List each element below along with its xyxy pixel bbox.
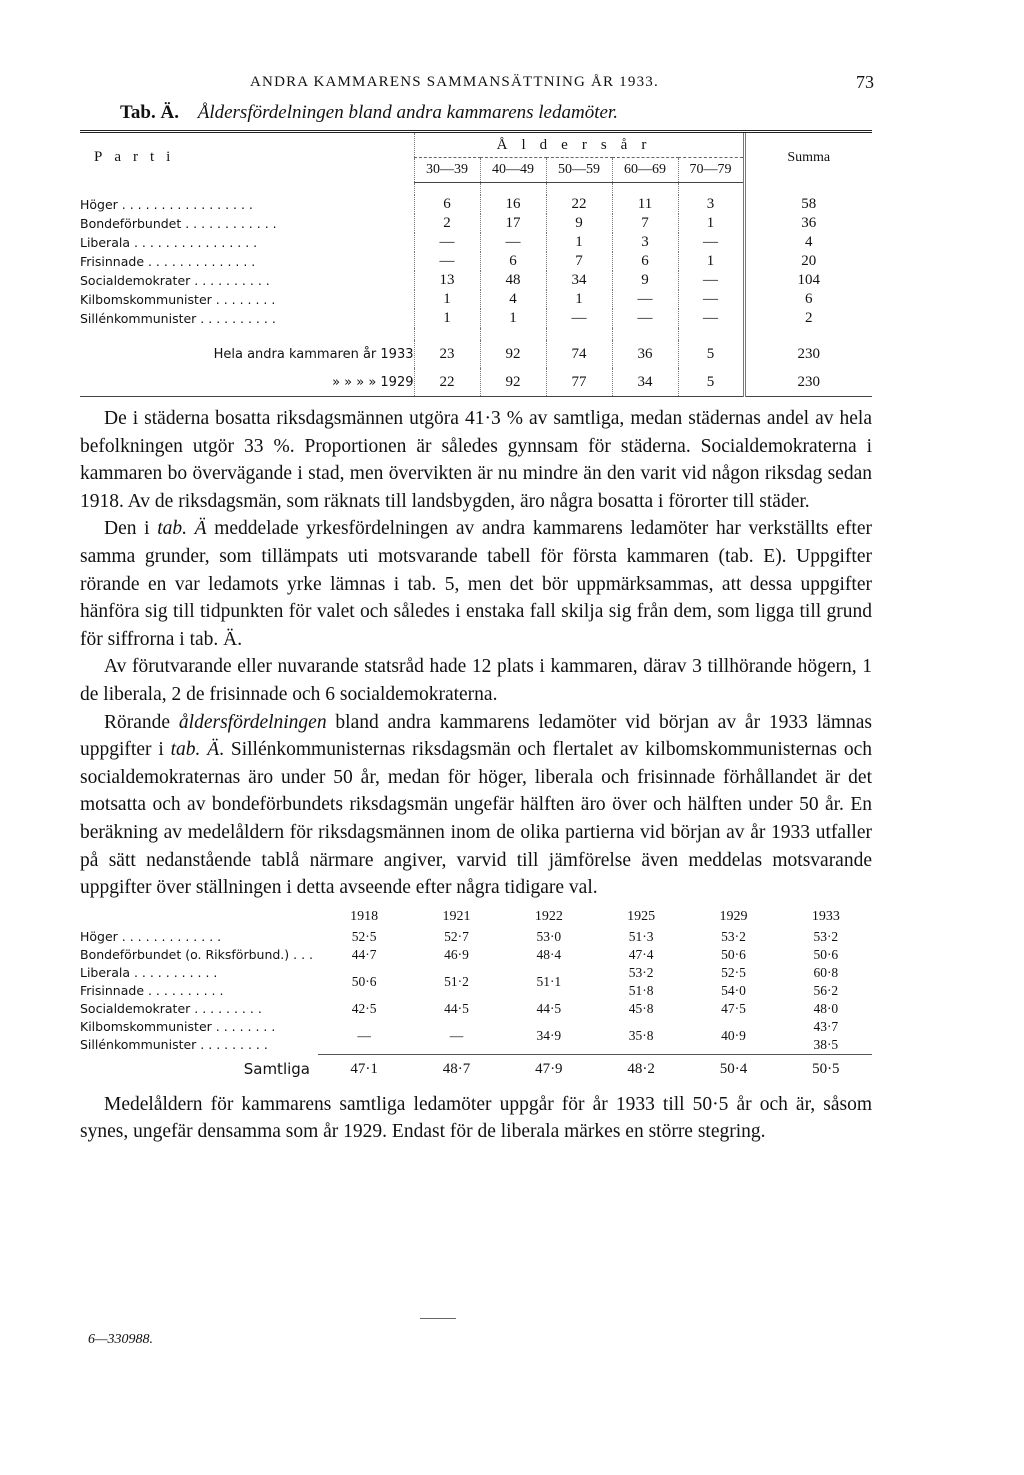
header-summa: Summa [744, 133, 872, 183]
cell: 3 [612, 233, 678, 252]
cell: 16 [480, 195, 546, 214]
combined-cell: 51·1 [536, 973, 562, 989]
combined-cell: 34·9 [536, 1027, 562, 1043]
cell: 50·5 [780, 1054, 872, 1085]
text-run: bland andra kammarens ledamöter vid början av år 1933 lämnas uppgifter i [80, 711, 872, 761]
table-row [80, 1018, 872, 1036]
cell: 48·0 [813, 1000, 839, 1016]
party-name: Höger . . . . . . . . . . . . . . . . . [80, 197, 253, 212]
table-title: Åldersfördelningen bland andra kammarens ledamöter. [197, 102, 618, 123]
age-group-header: 70—79 [678, 158, 744, 183]
cell: 34 [546, 271, 612, 290]
summa-cell: 104 [744, 271, 872, 290]
cell: 53·2 [721, 928, 746, 944]
cell: 1 [546, 233, 612, 252]
cell: 48·7 [410, 1054, 502, 1085]
cell: 77 [546, 368, 612, 397]
cell: 6 [414, 195, 480, 214]
paragraph-4 [80, 709, 872, 902]
cell: 17 [480, 214, 546, 233]
cell: 9 [612, 271, 678, 290]
cell: — [612, 309, 678, 328]
table-row [80, 309, 872, 328]
cell: — [414, 252, 480, 271]
table-row [80, 290, 872, 309]
samtliga-row [80, 1054, 872, 1085]
row-label: Liberala . . . . . . . . . . . [80, 965, 218, 981]
page-number: 73 [856, 72, 874, 92]
cell: 1 [480, 309, 546, 328]
table-row [80, 195, 872, 214]
header-parti: Parti [94, 149, 183, 166]
row-label: Samtliga [243, 1060, 310, 1079]
table-row [80, 964, 872, 982]
cell: 9 [546, 214, 612, 233]
cell: 53·0 [536, 928, 562, 944]
row-label: Bondeförbundet (o. Riksförbund.) . . . [80, 947, 313, 963]
text-run: Den i [104, 518, 158, 540]
summa-cell: 58 [744, 195, 872, 214]
cell: 50·6 [813, 946, 839, 962]
cell: 3 [678, 195, 744, 214]
age-distribution-table [80, 133, 872, 397]
text-run-italic: åldersfördelningen [178, 711, 327, 733]
cell: 38·5 [813, 1036, 839, 1052]
cell: 42·5 [351, 1000, 377, 1016]
print-number: 6—330988. [88, 1332, 153, 1347]
cell: 50·4 [687, 1054, 779, 1085]
cell: 48·4 [536, 946, 562, 962]
text-run: meddelade yrkesfördelningen av andra kammarens ledamöter har verkställts efter samma grunder, som tillämpats uti motsvarande tabell för första kammaren (tab. E). Uppgifter rörande en var ledamots yrke lämnas i tab. 5, men det bör uppmärksammas, att dessa uppgifter hänföra sig till tidpunkten för valet och således i enstaka fall skilja sig från dem, som ligga till grund för siffrorna i tab. Ä. [80, 518, 872, 650]
table-caption [80, 102, 872, 124]
total-row-1933 [80, 340, 872, 368]
cell: 1 [678, 214, 744, 233]
cell: 6 [480, 252, 546, 271]
cell: 92 [480, 340, 546, 368]
table-row [80, 271, 872, 290]
text-run: Rörande [104, 711, 179, 733]
cell: — [612, 290, 678, 309]
paragraph-3: Av förutvarande eller nuvarande statsråd hade 12 plats i kammaren, därav 3 tillhörande högern, 1 de liberala, 2 de frisinnade och 6 socialdemokraterna. [80, 656, 872, 705]
cell: 11 [612, 195, 678, 214]
summa-cell: 2 [744, 309, 872, 328]
cell: 56·2 [813, 982, 839, 998]
cell: 36 [612, 340, 678, 368]
cell: — [546, 309, 612, 328]
table-row [80, 946, 872, 964]
party-name: Bondeförbundet . . . . . . . . . . . . [80, 216, 277, 231]
cell: 7 [546, 252, 612, 271]
year-header: 1925 [627, 908, 656, 924]
table-row [80, 928, 872, 946]
cell: 52·5 [351, 928, 377, 944]
table-row [80, 214, 872, 233]
party-name: Sillénkommunister . . . . . . . . . . [80, 311, 276, 326]
row-label: Kilbomskommunister . . . . . . . . [80, 1019, 276, 1035]
cell: 5 [678, 368, 744, 397]
row-label: Socialdemokrater . . . . . . . . . [80, 1001, 262, 1017]
running-title: ANDRA KAMMARENS SAMMANSÄTTNING ÅR 1933. [250, 74, 659, 90]
cell: 47·9 [503, 1054, 595, 1085]
cell: 44·5 [536, 1000, 562, 1016]
cell: 60·8 [813, 964, 839, 980]
cell: 2 [414, 214, 480, 233]
summa-cell: 6 [744, 290, 872, 309]
cell: 45·8 [628, 1000, 654, 1016]
cell: — [678, 290, 744, 309]
year-header: 1933 [811, 908, 840, 924]
cell: — [678, 309, 744, 328]
party-name: Frisinnade . . . . . . . . . . . . . . [80, 254, 256, 269]
cell: 22 [546, 195, 612, 214]
party-name: Kilbomskommunister . . . . . . . . [80, 292, 276, 307]
age-group-header: 30—39 [414, 158, 480, 183]
table-label: Tab. Ä. [120, 102, 179, 123]
total-label: » » » » 1929 [332, 374, 414, 390]
cell: 7 [612, 214, 678, 233]
cell: 4 [480, 290, 546, 309]
average-age-table [80, 906, 872, 1085]
row-label: Höger . . . . . . . . . . . . . [80, 929, 222, 945]
cell: 74 [546, 340, 612, 368]
summa-cell: 230 [744, 340, 872, 368]
cell: 53·2 [813, 928, 839, 944]
summa-cell: 230 [744, 368, 872, 397]
party-name: Socialdemokrater . . . . . . . . . . [80, 273, 270, 288]
cell: 54·0 [721, 982, 746, 998]
summa-cell: 36 [744, 214, 872, 233]
cell: — [678, 233, 744, 252]
cell: 1 [678, 252, 744, 271]
cell: — [414, 233, 480, 252]
cell: 53·2 [628, 964, 654, 980]
cell: 51·3 [628, 928, 654, 944]
year-header: 1929 [719, 908, 748, 924]
cell: 13 [414, 271, 480, 290]
paragraph-5: Medelåldern för kammarens samtliga ledamöter uppgår för år 1933 till 50·5 år och är, såsom synes, ungefär densamma som år 1929. Endast för de liberala märkes en större stegring. [80, 1093, 872, 1143]
total-row-1929 [80, 368, 872, 397]
running-head [80, 60, 872, 90]
cell: 92 [480, 368, 546, 397]
combined-cell: 50·6 [351, 973, 377, 989]
combined-cell: 51·2 [444, 973, 469, 989]
table-row [80, 233, 872, 252]
year-header: 1921 [442, 908, 471, 924]
cell: 47·1 [318, 1054, 410, 1085]
divider [420, 1318, 456, 1319]
cell: 34 [612, 368, 678, 397]
cell: 52·7 [444, 928, 469, 944]
year-header: 1922 [534, 908, 563, 924]
row-label: Sillénkommunister . . . . . . . . . [80, 1037, 268, 1053]
header-alder: Åldersår [414, 133, 744, 158]
cell: 6 [612, 252, 678, 271]
combined-cell: 40·9 [721, 1027, 746, 1043]
party-name: Liberala . . . . . . . . . . . . . . . . [80, 235, 258, 250]
cell: — [678, 271, 744, 290]
cell: 48 [480, 271, 546, 290]
paragraph-1: De i städerna bosatta riksdagsmännen utgöra 41·3 % av samtliga, medan städernas andel av hela befolkningen utgör 33 %. Proportionen är således gynnsam för städerna. Socialdemokraterna i kammaren bo övervägande i stad, men övervikten är nu mindre än den varit vid någon riksdag sedan 1918. Av de riksdagsmän, som räknats till landsbygden, äro några bosatta i förorter till städer. [80, 408, 872, 512]
cell: 5 [678, 340, 744, 368]
cell: 46·9 [444, 946, 469, 962]
cell: 47·4 [628, 946, 654, 962]
cell: 48·2 [595, 1054, 687, 1085]
age-group-header: 60—69 [612, 158, 678, 183]
cell: 52·5 [721, 964, 746, 980]
age-group-header: 40—49 [480, 158, 546, 183]
cell: 1 [546, 290, 612, 309]
text-run-italic: tab. Ä [170, 739, 220, 761]
table-row [80, 252, 872, 271]
cell: 51·8 [628, 982, 654, 998]
year-header: 1918 [350, 908, 379, 924]
cell: 47·5 [721, 1000, 746, 1016]
cell: 1 [414, 290, 480, 309]
cell: 44·7 [351, 946, 377, 962]
cell: 50·6 [721, 946, 746, 962]
text-run-italic: tab. Ä [157, 518, 207, 540]
cell: 23 [414, 340, 480, 368]
paragraph-2 [80, 515, 872, 653]
cell: 43·7 [813, 1018, 839, 1034]
cell: 22 [414, 368, 480, 397]
table-row [80, 1000, 872, 1018]
row-label: Frisinnade . . . . . . . . . . [80, 983, 224, 999]
combined-cell: — [449, 1027, 464, 1043]
cell: 44·5 [444, 1000, 469, 1016]
summa-cell: 20 [744, 252, 872, 271]
combined-cell: — [357, 1027, 371, 1043]
cell: — [480, 233, 546, 252]
combined-cell: 35·8 [628, 1027, 654, 1043]
total-label: Hela andra kammaren år 1933 [213, 346, 414, 362]
document-page [80, 60, 872, 1146]
summa-cell: 4 [744, 233, 872, 252]
cell: 1 [414, 309, 480, 328]
text-run: . Sillénkommunisternas riksdagsmän och flertalet av kilbomskommunisternas och socialdemokraternas äro under 50 år, medan för höger, liberala och frisinnade förhållandet är det motsatta och av bondeförbundets riksdagsmän ungefär hälften äro över och hälften under 50 år. En beräkning av medelåldern för riksdagsmännen inom de olika partierna vid början av år 1933 utfaller på sätt nedanstående tablå närmare angiver, varvid till jämförelse även meddelas motsvarande uppgifter över ställningen i detta avseende efter några tidigare val. [80, 739, 872, 899]
age-group-header: 50—59 [546, 158, 612, 183]
